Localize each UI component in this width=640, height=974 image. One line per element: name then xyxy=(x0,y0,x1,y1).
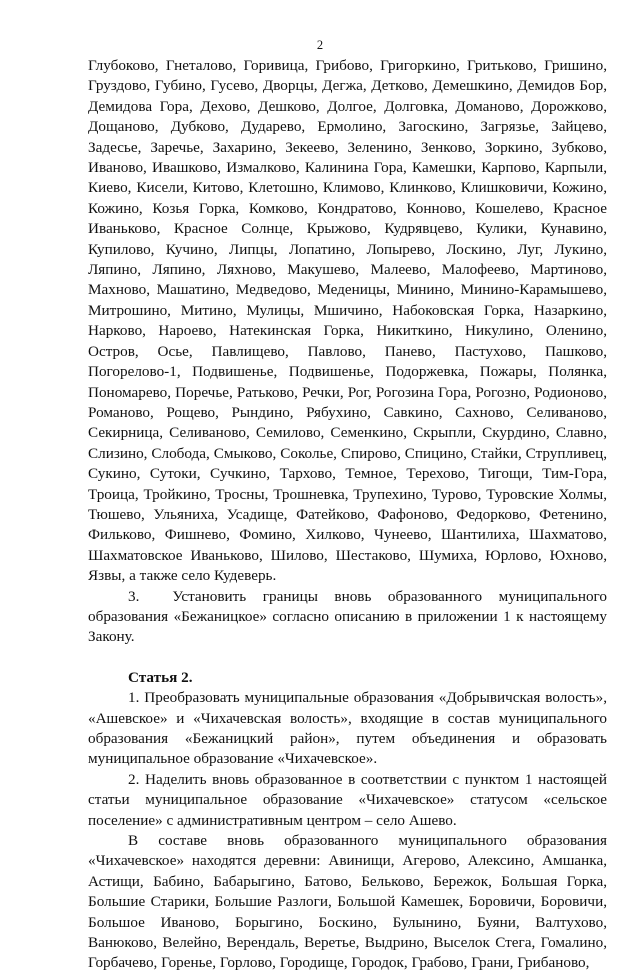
article-2-heading: Статья 2. xyxy=(128,668,193,686)
article-2-item-1: 1. Преобразовать муниципальные образования «Добрывичская волость», «Ашевское» и «Чихачевская волость», входящие в состав муниципального образования «Бежаницкий район», путем объединения и образовать муниципальное образование «Чихачевское». xyxy=(88,689,607,768)
item-3-paragraph: 3. Установить границы вновь образованного муниципального образования «Бежаницкое» согласно описанию в приложении 1 к настоящему Закону. xyxy=(88,587,607,646)
document-body xyxy=(88,56,607,974)
villages-list-continued: Глубоково, Гнеталово, Горивица, Грибово, Григоркино, Гритьково, Гришино, Груздово, Губино, Гусево, Дворцы, Дегжа, Детково, Демешкино, Демидов Бор, Демидова Гора, Дехово, Дешково, Долгое, Долговка, Доманово, Дорожково, Дощаново, Дубково, Дударево, Ермолино, Загоскино, Загрязье, Зайцево, Задесье, Заречье, Захарино, Зекеево, Зеленино, Зенково, Зоркино, Зубково, Иваново, Ивашково, Измалково, Калинина Гора, Камешки, Карпово, Карпыли, Киево, Кисели, Китово, Клетошно, Климово, Клинково, Клишковичи, Кожино, Кожино, Козья Горка, Комково, Кондратово, Конново, Кошелево, Красное Иваньково, Красное Солнце, Крыжово, Кудрявцево, Кулики, Кунавино, Купилово, Кучино, Липцы, Лопатино, Лопырево, Лоскино, Луг, Лукино, Ляпино, Ляпино, Ляхново, Макушево, Малеево, Малофеево, Мартиново, Махново, Машатино, Медведово, Меденицы, Минино, Минино-Карамышево, Митрошино, Митино, Мулицы, Мшичино, Набоковская Горка, Назаркино, Нарково, Нароево, Натекинская Горка, Никиткино, Никулино, Оленино, Остров, Осье, Павлищево, Павлово, Панево, Пастухово, Пашково, Погорелово-1, Подвишенье, Подвишенье, Подоржевка, Пожары, Полянка, Пономарево, Поречье, Ратьково, Речки, Рог, Рогозина Гора, Рогозно, Родионово, Романово, Рощево, Рындино, Рябухино, Савкино, Сахново, Селиваново, Секирница, Селиваново, Семилово, Семенкино, Скрыпли, Скурдино, Славно, Слизино, Слобода, Смыково, Соколье, Спирово, Спицино, Стайки, Струпливец, Сукино, Сутоки, Сучкино, Тархово, Темное, Терехово, Тигощи, Тим-Гора, Троица, Тройкино, Тросны, Трошневка, Трупехино, Турово, Туровские Холмы, Тюшево, Ульяниха, Усадище, Фатейково, Фафоново, Федорково, Фетенино, Фильково, Фишнево, Фомино, Хилково, Чунеево, Шантилиха, Шахматово, Шахматовское Иваньково, Шилово, Шестаково, Шумиха, Юрлово, Юхново, Язвы, а также село Кудеверь. xyxy=(88,57,607,585)
page-number: 2 xyxy=(316,38,324,52)
article-2-item-2: 2. Наделить вновь образованное в соответствии с пунктом 1 настоящей статьи муниципальное образование «Чихачевское» статусом «сельское поселение» с административным центром – село Ашево. xyxy=(88,770,607,829)
spacer xyxy=(88,648,607,668)
article-2-villages-list: В составе вновь образованного муниципального образования «Чихачевское» находятся деревни: Авинищи, Агерово, Алексино, Амшанка, Астищи, Бабино, Бабарыгино, Батово, Бельково, Бережок, Большая Горка, Большие Старики, Большие Разлоги, Большой Камешек, Боровичи, Боровичи, Большое Иваново, Борыгино, Боскино, Булынино, Буяни, Валтухово, Ванюково, Велейно, Верендаль, Веретье, Выдрино, Выселок Стега, Гомалино, Горбачево, Горенье, Горлово, Городище, Городок, Грабово, Грани, Грибаново, xyxy=(88,832,607,972)
